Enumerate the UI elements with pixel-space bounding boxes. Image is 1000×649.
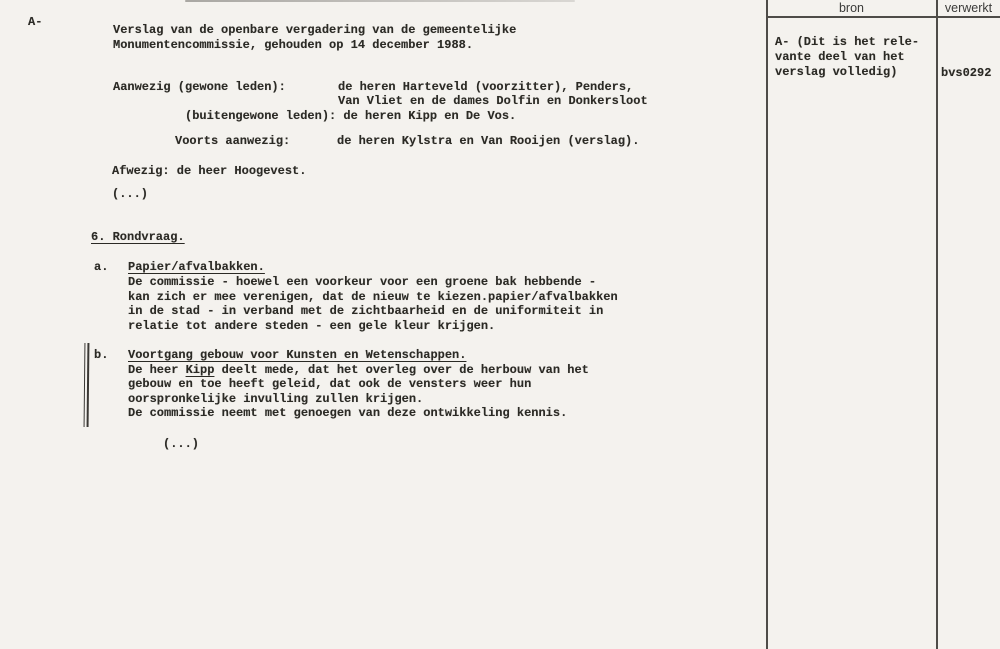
item-b-body-line-2: gebouw en toe heeft geleid, dat ook de vensters weer hun xyxy=(128,377,532,391)
verwerkt-code: bvs0292 xyxy=(941,66,992,80)
margin-marker: A- xyxy=(28,15,43,29)
verwerkt-header: verwerkt xyxy=(944,1,993,15)
intro-line-2: Monumentencommissie, gehouden op 14 december 1988. xyxy=(113,38,474,52)
attendance-absent-row: Afwezig: de heer Hoogevest. xyxy=(112,164,307,178)
margin-emphasis-line-1 xyxy=(84,343,86,427)
attendance-regular-value-line-1: de heren Harteveld (voorzitter), Penders, xyxy=(338,80,634,94)
omission-ellipsis-2: (...) xyxy=(163,437,200,451)
item-b-body-line-1 xyxy=(128,363,589,378)
item-a-body-line-3: in de stad - in verband met de zichtbaarheid en de uniformiteit in xyxy=(128,304,604,318)
top-edge-scan-artifact xyxy=(185,0,575,2)
item-b-label: b. xyxy=(94,348,109,362)
attendance-regular-value-line-2: Van Vliet en de dames Dolfin en Donkersloot xyxy=(338,94,648,108)
item-a-body-line-4: relatie tot andere steden - een gele kleur krijgen. xyxy=(128,319,496,333)
item-b-title: Voortgang gebouw voor Kunsten en Wetenschappen. xyxy=(128,348,467,362)
annotation-table-vline-left xyxy=(766,0,768,649)
omission-ellipsis-1: (...) xyxy=(112,187,149,201)
annotation-table-vline-right xyxy=(936,0,938,649)
margin-emphasis-line-2 xyxy=(87,343,89,427)
bron-note-line-1: A- (Dit is het rele- xyxy=(775,35,920,49)
item-b-body-line-4: De commissie neemt met genoegen van deze ontwikkeling kennis. xyxy=(128,406,568,420)
intro-line-1: Verslag van de openbare vergadering van de gemeentelijke xyxy=(113,23,517,37)
attendance-also-label: Voorts aanwezig: xyxy=(175,134,291,148)
attendance-regular-label: Aanwezig (gewone leden): xyxy=(113,80,286,94)
item-b-body-line-3: oorspronkelijke invulling zullen krijgen. xyxy=(128,392,424,406)
item-b-body-line-1-pre: De heer xyxy=(128,363,186,377)
margin-emphasis-mark xyxy=(84,343,91,427)
bron-note-line-2: vante deel van het xyxy=(775,50,905,64)
item-b-body-line-1-post: deelt mede, dat het overleg over de herbouw van het xyxy=(214,363,589,377)
bron-note-line-3: verslag volledig) xyxy=(775,65,898,79)
item-a-title: Papier/afvalbakken. xyxy=(128,260,265,274)
annotation-table-header-rule xyxy=(766,16,1000,18)
bron-header: bron xyxy=(838,1,865,15)
item-a-label: a. xyxy=(94,260,109,274)
attendance-also-value: de heren Kylstra en Van Rooijen (verslag). xyxy=(337,134,640,148)
rondvraag-heading: 6. Rondvraag. xyxy=(91,230,185,244)
item-a-body-line-2: kan zich er mee verenigen, dat de nieuw te kiezen.papier/afvalbakken xyxy=(128,290,618,304)
attendance-special-row: (buitengewone leden): de heren Kipp en De Vos. xyxy=(185,109,517,123)
item-b-name-underlined: Kipp xyxy=(185,363,215,377)
item-a-body-line-1: De commissie - hoewel een voorkeur voor een groene bak hebbende - xyxy=(128,275,597,289)
